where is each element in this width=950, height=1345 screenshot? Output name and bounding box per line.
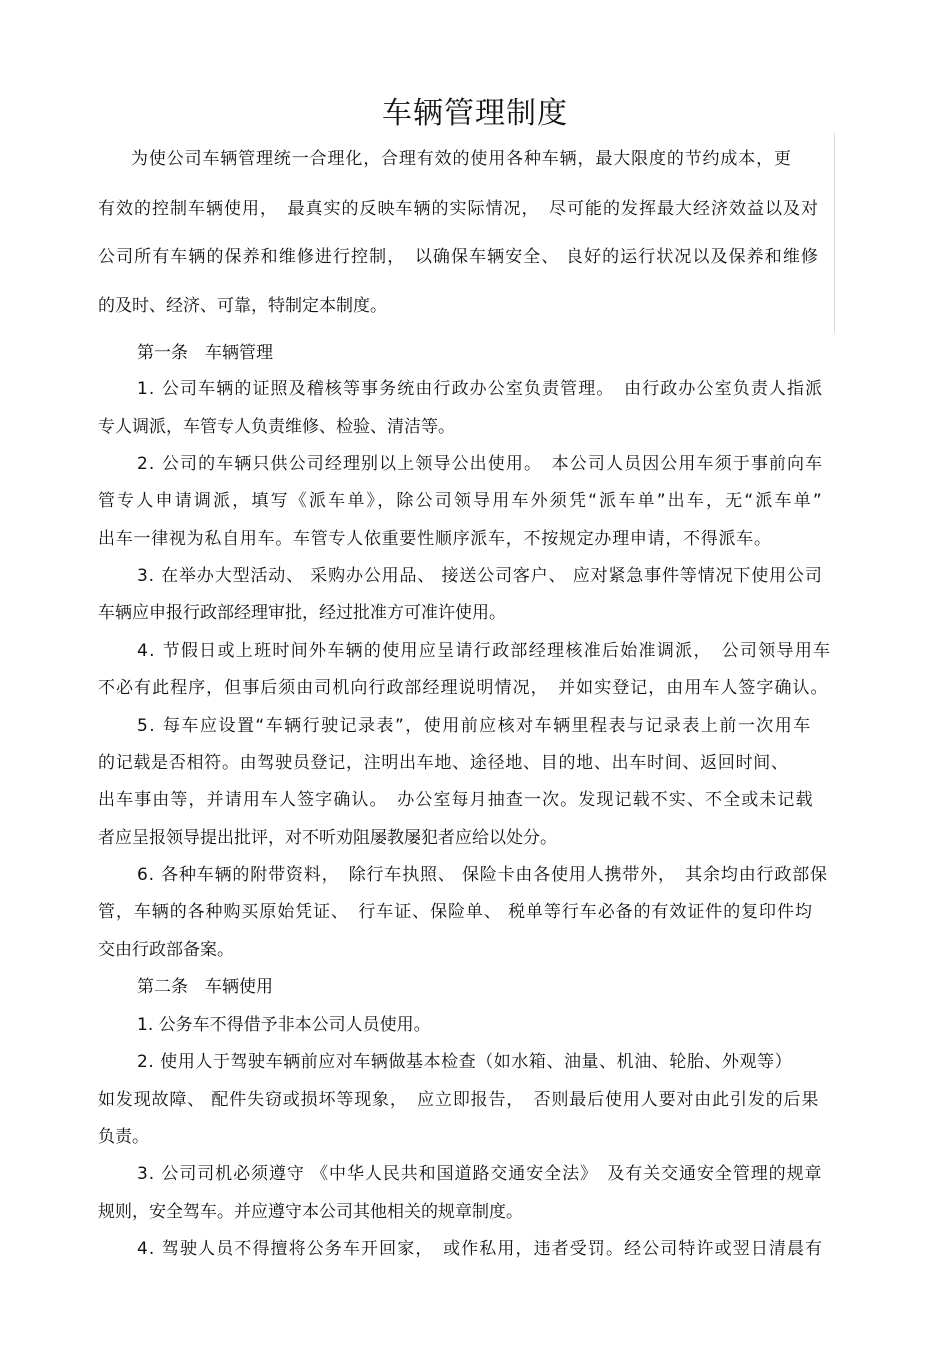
text-line: 管专人申请调派，填写《派车单》，除公司领导用车外须凭“派车单”出车，无“派车单” (98, 491, 824, 511)
section-heading: 第二条 车辆使用 (137, 977, 273, 997)
text-line: 6. 各种车辆的附带资料， 除行车执照、 保险卡由各使用人携带外， 其余均由行政部保 (137, 865, 828, 885)
margin-divider (834, 133, 835, 333)
section-heading: 第一条 车辆管理 (137, 343, 273, 363)
text-line: 如发现故障、 配件失窃或损坏等现象， 应立即报告， 否则最后使用人要对由此引发的后果 (98, 1090, 820, 1110)
text-line: 的记载是否相符。由驾驶员登记，注明出车地、途径地、目的地、出车时间、返回时间、 (98, 753, 789, 773)
text-line: 出车一律视为私自用车。车管专人依重要性顺序派车，不按规定办理申请，不得派车。 (98, 529, 772, 549)
text-line: 1. 公司车辆的证照及稽核等事务统由行政办公室负责管理。 由行政办公室负责人指派 (137, 379, 824, 399)
text-line: 1. 公务车不得借予非本公司人员使用。 (137, 1015, 431, 1035)
text-line: 3. 公司司机必须遵守 《中华人民共和国道路交通安全法》 及有关交通安全管理的规章 (137, 1164, 823, 1184)
text-line: 管，车辆的各种购买原始凭证、 行车证、保险单、 税单等行车必备的有效证件的复印件均 (98, 902, 813, 922)
text-line: 的及时、经济、可靠，特制定本制度。 (98, 296, 387, 316)
text-line: 者应呈报领导提出批评，对不听劝阻屡教屡犯者应给以处分。 (98, 828, 557, 848)
text-line: 为使公司车辆管理统一合理化，合理有效的使用各种车辆，最大限度的节约成本，更 (131, 149, 792, 169)
text-line: 负责。 (98, 1127, 149, 1147)
page-title: 车辆管理制度 (382, 96, 568, 131)
text-line: 4. 节假日或上班时间外车辆的使用应呈请行政部经理核准后始准调派， 公司领导用车 (137, 641, 832, 661)
text-line: 4. 驾驶人员不得擅将公务车开回家， 或作私用，违者受罚。经公司特许或翌日清晨有 (137, 1239, 824, 1259)
text-line: 车辆应申报行政部经理审批，经过批准方可准许使用。 (98, 603, 506, 623)
text-line: 不必有此程序，但事后须由司机向行政部经理说明情况， 并如实登记，由用车人签字确认。 (98, 678, 829, 698)
text-line: 5. 每车应设置“车辆行驶记录表”，使用前应核对车辆里程表与记录表上前一次用车 (137, 716, 812, 736)
text-line: 公司所有车辆的保养和维修进行控制， 以确保车辆安全、 良好的运行状况以及保养和维修 (98, 247, 819, 267)
text-line: 有效的控制车辆使用， 最真实的反映车辆的实际情况， 尽可能的发挥最大经济效益以及对 (98, 199, 819, 219)
text-line: 交由行政部备案。 (98, 940, 234, 960)
text-line: 专人调派，车管专人负责维修、检验、清洁等。 (98, 417, 455, 437)
text-line: 2. 公司的车辆只供公司经理别以上领导公出使用。 本公司人员因公用车须于事前向车 (137, 454, 824, 474)
text-line: 规则，安全驾车。并应遵守本公司其他相关的规章制度。 (98, 1202, 523, 1222)
text-line: 3. 在举办大型活动、 采购办公用品、 接送公司客户、 应对紧急事件等情况下使用公司 (137, 566, 823, 586)
text-line: 出车事由等，并请用车人签字确认。 办公室每月抽查一次。发现记载不实、不全或未记载 (98, 790, 814, 810)
text-line: 2. 使用人于驾驶车辆前应对车辆做基本检查（如水箱、油量、机油、轮胎、外观等） (137, 1052, 793, 1072)
